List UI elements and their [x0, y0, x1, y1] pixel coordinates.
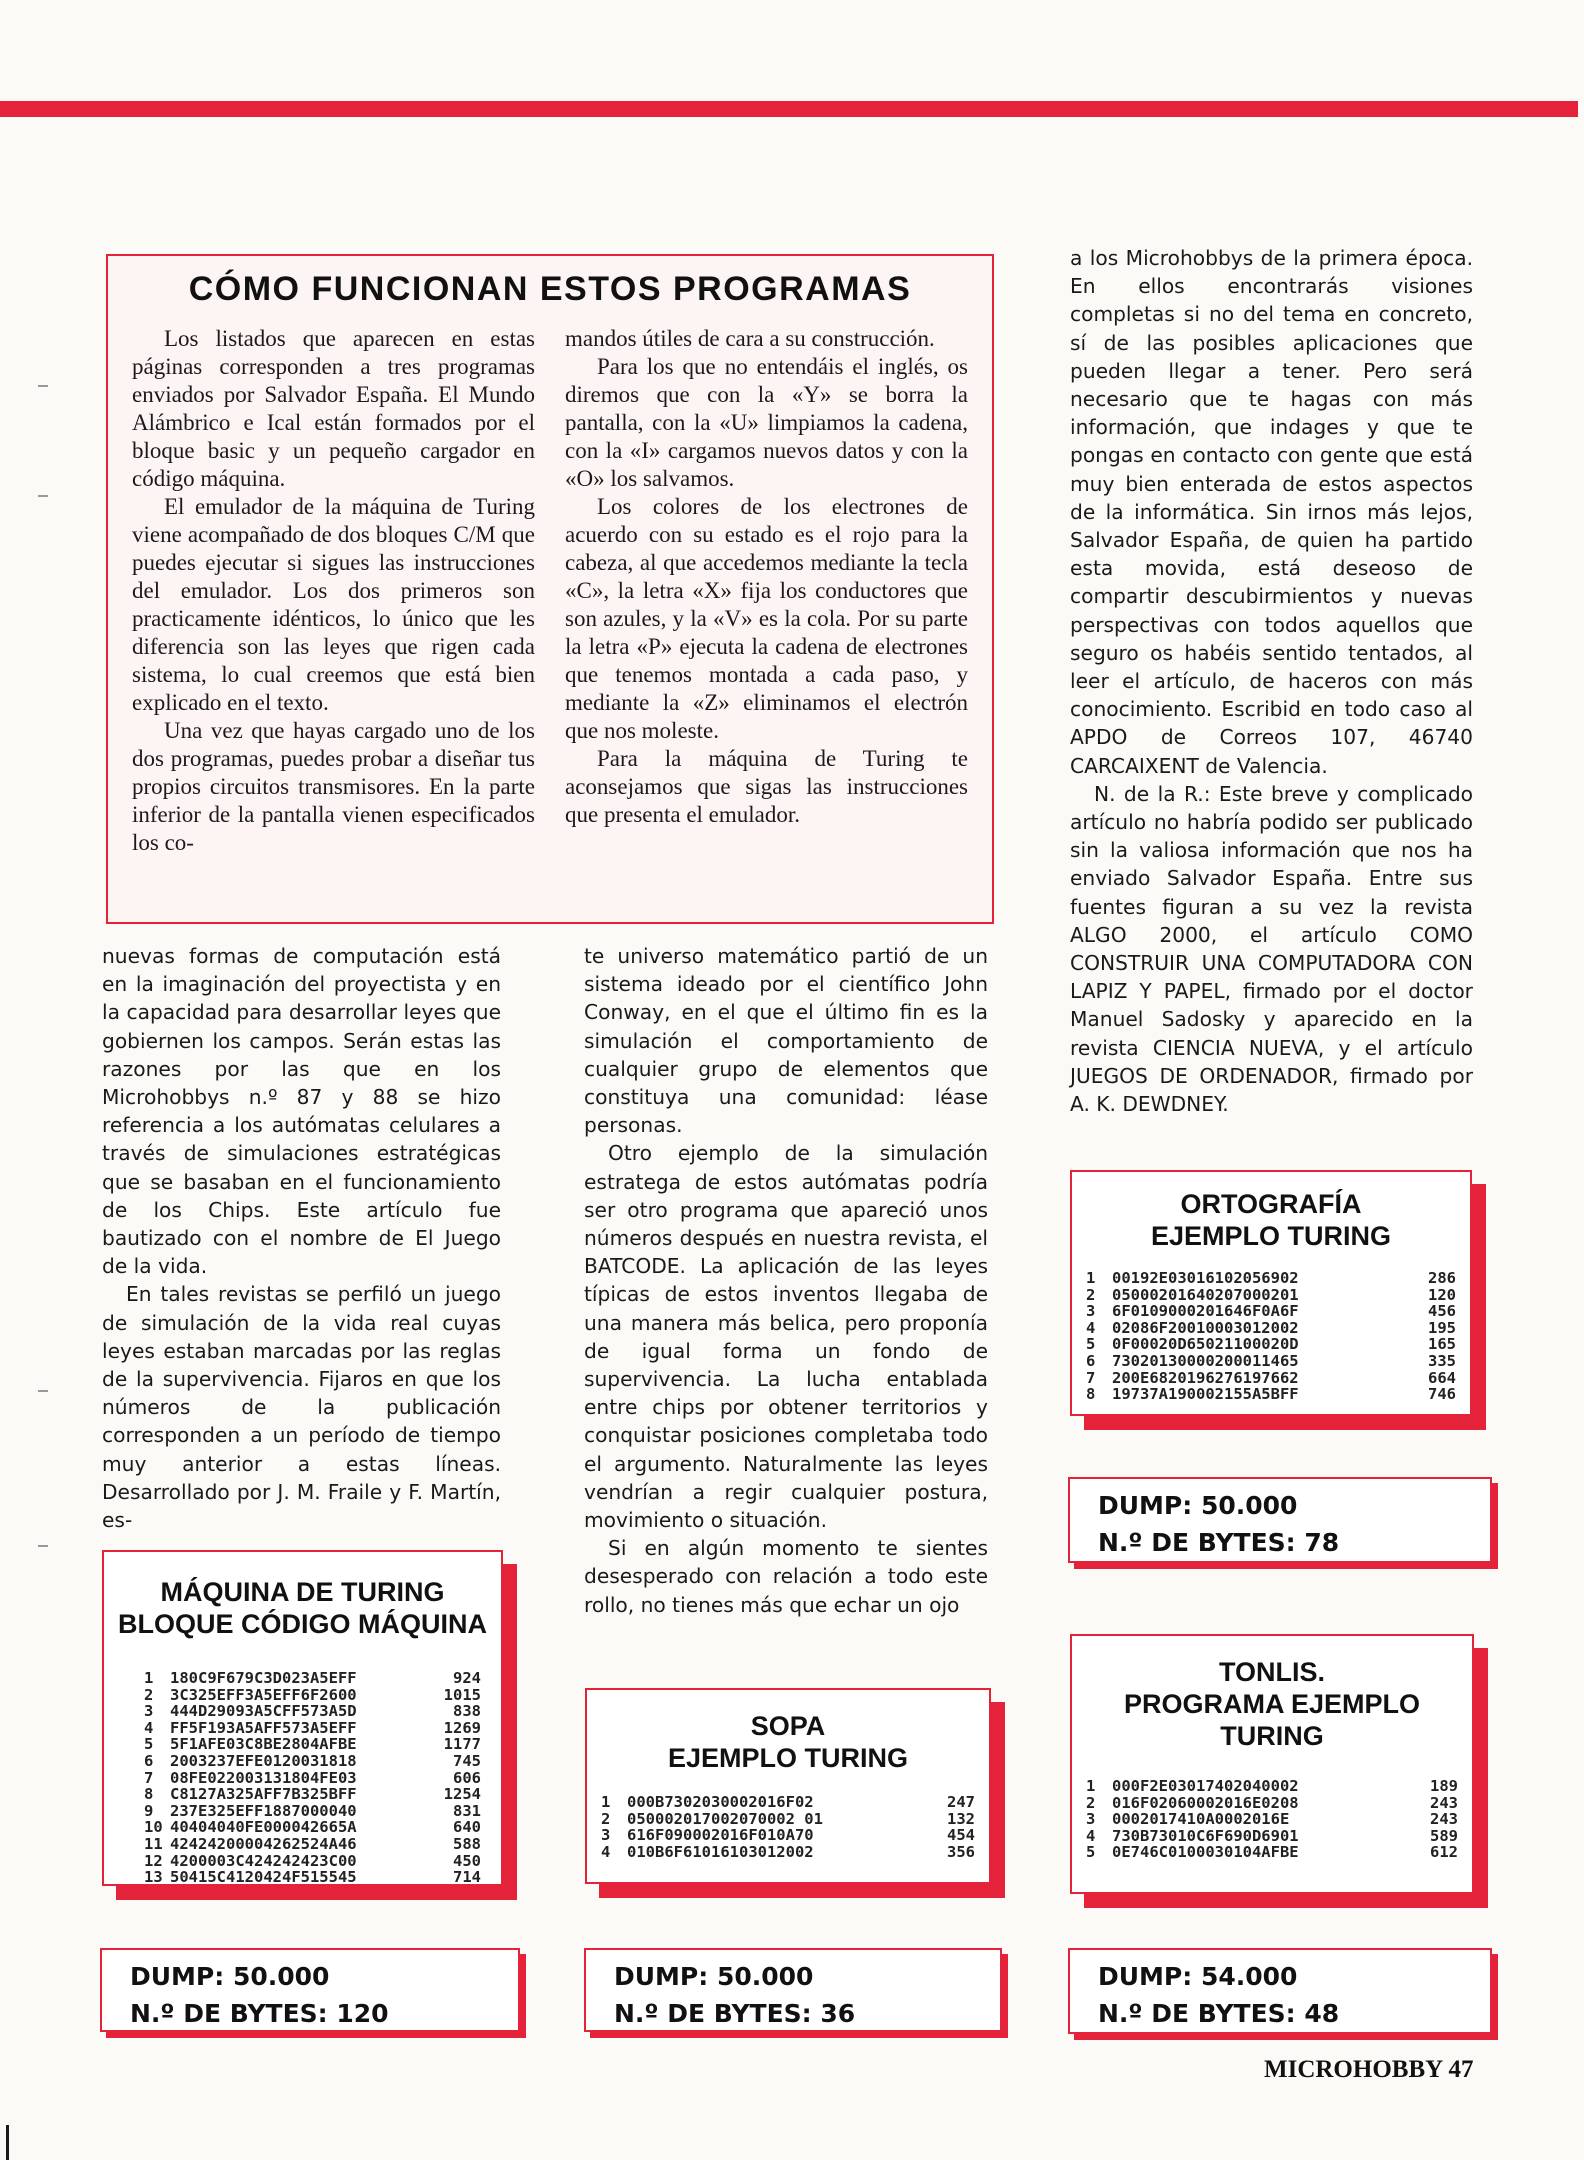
checksum: 189: [1430, 1777, 1458, 1795]
listing-row: [601, 1794, 975, 1811]
checksum: 1177: [443, 1735, 481, 1754]
checksum: 165: [1428, 1335, 1456, 1354]
dump-box: [1068, 1477, 1492, 1563]
listing-title: BLOQUE CÓDIGO MÁQUINA: [118, 1609, 487, 1639]
line-number: 2: [1086, 1793, 1096, 1812]
paragraph: En tales revistas se perfiló un juego de simulación de la vida real cuyas leyes estaban marcadas por las reglas de la supervivencia. Fijaros en que los números de la publicación corresponden a un período de tiempo muy anterior a estas líneas. Desarrollado por J. M. Fraile y F. Martín, es-: [102, 1282, 501, 1533]
line-number: 4: [1086, 1826, 1096, 1845]
checksum: 831: [453, 1801, 481, 1820]
margin-tick-mark: [38, 1390, 48, 1392]
checksum: 606: [453, 1768, 481, 1787]
paragraph: Los listados que aparecen en estas páginas corresponden a tres programas enviados por Salvador España. El Mundo Alámbrico e Ical están formados por el bloque basic y un pequeño cargador en código máquina.: [132, 326, 535, 491]
paragraph: te universo matemático partió de un sistema ideado por el científico John Conway, en el que el último fin es la simulación el comportamiento de cualquier grupo de elementos que constituya una comunidad: léase personas.: [584, 944, 988, 1138]
checksum: 454: [947, 1826, 975, 1845]
listing-row: [144, 1720, 481, 1737]
hex-code: C8127A325AFF7B325BFF: [170, 1785, 357, 1804]
hex-code: 0002017410A0002016E: [1112, 1810, 1290, 1829]
hex-code: 444D29093A5CFF573A5D: [170, 1702, 357, 1721]
line-number: 13: [144, 1868, 163, 1887]
listing-sopa: [585, 1688, 991, 1884]
line-number: 3: [1086, 1302, 1096, 1321]
listing-row: [1086, 1303, 1456, 1320]
listing-ortografia: [1070, 1170, 1472, 1416]
line-number: 6: [1086, 1351, 1096, 1370]
hex-code: 6F0109000201646F0A6F: [1112, 1302, 1299, 1321]
hex-code: 180C9F679C3D023A5EFF: [170, 1669, 357, 1687]
listing-row: [144, 1819, 481, 1836]
listing-rows: [1086, 1778, 1458, 1861]
line-number: 4: [1086, 1318, 1096, 1337]
line-number: 2: [144, 1685, 154, 1704]
listing-row: [144, 1869, 481, 1886]
hex-code: 50415C4120424F515545: [170, 1868, 357, 1887]
listing-rows: [144, 1670, 481, 1886]
line-number: 1: [1086, 1269, 1096, 1287]
checksum: 132: [947, 1809, 975, 1828]
listing-row: [1086, 1336, 1456, 1353]
checksum: 243: [1430, 1793, 1458, 1812]
listing-row: [1086, 1320, 1456, 1337]
hex-code: FF5F193A5AFF573A5EFF: [170, 1718, 357, 1737]
checksum: 247: [947, 1793, 975, 1811]
hex-code: 00192E03016102056902: [1112, 1269, 1299, 1287]
checksum: 588: [453, 1834, 481, 1853]
checksum: 456: [1428, 1302, 1456, 1321]
listing-title: EJEMPLO TURING: [667, 1743, 909, 1773]
hex-code: 05000201640207000201: [1112, 1285, 1299, 1304]
checksum: 335: [1428, 1351, 1456, 1370]
line-number: 1: [144, 1669, 154, 1687]
line-number: 1: [1086, 1777, 1096, 1795]
featured-columns: [132, 325, 968, 857]
checksum: 120: [1428, 1285, 1456, 1304]
paragraph: Otro ejemplo de la simulación estratega de estos autómatas podría ser otro programa que apareció unos números después en nuestra revista, el BATCODE. La aplicación de las leyes típicas de estos inventos llegaba de una manera más belica, pero proponía de igual forma un fondo de supervivencia. La lucha entablada entre chips por obtener territorios y conquistar posiciones completaba todo el argumento. Naturalmente las leyes vendrían a regir cualquier postura, movimiento o situación.: [584, 1141, 988, 1533]
listing-row: [1086, 1795, 1458, 1812]
paragraph: El emulador de la máquina de Turing viene acompañado de dos bloques C/M que puedes ejecutar si sigues las instrucciones del emulador. Los dos primeros son practicamente idénticos, lo único que les diferencia son las leyes que rigen cada sistema, lo cual creemos que está bien explicado en el texto.: [132, 494, 535, 715]
checksum: 1015: [443, 1685, 481, 1704]
checksum: 664: [1428, 1368, 1456, 1387]
checksum: 243: [1430, 1810, 1458, 1829]
listing-rows: [1086, 1270, 1456, 1403]
listing-row: [1086, 1811, 1458, 1828]
paragraph: Para los que no entendáis el inglés, os diremos que con la «Y» se borra la pantalla, con la «U» limpiamos la cadena, con la «I» cargamos nuevos datos y con la «O» los salvamos.: [565, 354, 968, 491]
listing-title: TURING: [1220, 1721, 1324, 1751]
dump-address: DUMP: 50.000: [130, 1962, 330, 1991]
listing-row: [1086, 1287, 1456, 1304]
listing-row: [144, 1670, 481, 1687]
dump-bytes: N.º DE BYTES: 36: [614, 1999, 856, 2028]
paragraph: Los colores de los electrones de acuerdo con su estado es el rojo para la cabeza, al que accedemos mediante la tecla «C», la letra «X» fija los conductores que son azules, y la «V» es la cola. Por su parte la letra «P» ejecuta la cadena de electrones que tenemos montada a cada paso, y mediante la «Z» eliminamos el electrón que nos moleste.: [565, 494, 968, 743]
listing-row: [144, 1786, 481, 1803]
dump-address: DUMP: 54.000: [1098, 1962, 1298, 1991]
listing-row: [144, 1853, 481, 1870]
hex-code: 010B6F61016103012002: [627, 1842, 814, 1861]
line-number: 5: [144, 1735, 154, 1754]
line-number: 6: [144, 1751, 154, 1770]
dump-box: [1068, 1948, 1492, 2034]
checksum: 195: [1428, 1318, 1456, 1337]
dump-box: [100, 1948, 520, 2032]
checksum: 1254: [443, 1785, 481, 1804]
hex-code: 616F090002016F010A70: [627, 1826, 814, 1845]
paragraph: Una vez que hayas cargado uno de los dos programas, puedes probar a diseñar tus propios circuitos transmisores. En la parte inferior de la pantalla vienen especificados los co-: [132, 718, 535, 855]
paragraph: N. de la R.: Este breve y complicado artículo no habría podido ser publicado sin la valiosa información que nos ha enviado Salvador España. Entre sus fuentes figuran a su vez la revista ALGO 2000, el artículo COMO CONSTRUIR UNA COMPUTADORA CON LAPIZ Y PAPEL, firmado por el doctor Manuel Sadosky y aparecido en la revista CIENCIA NUEVA, y el artículo JUEGOS DE ORDENADOR, firmado por A. K. DEWDNEY.: [1070, 781, 1473, 1117]
dump-address: DUMP: 50.000: [614, 1962, 814, 1991]
article-column-3: [1070, 244, 1473, 1118]
listing-row: [601, 1827, 975, 1844]
paragraph: Para la máquina de Turing te aconsejamos que sigas las instrucciones que presenta el emulador.: [565, 746, 968, 827]
checksum: 640: [453, 1818, 481, 1837]
line-number: 2: [601, 1809, 611, 1828]
line-number: 11: [144, 1834, 163, 1853]
listing-row: [144, 1770, 481, 1787]
featured-title: CÓMO FUNCIONAN ESTOS PROGRAMAS: [188, 270, 912, 308]
listing-row: [1086, 1353, 1456, 1370]
margin-line: [6, 2125, 9, 2160]
listing-title: PROGRAMA EJEMPLO: [1123, 1689, 1421, 1719]
hex-code: 000B7302030002016F02: [627, 1793, 814, 1811]
listing-row: [601, 1811, 975, 1828]
listing-title: SOPA: [750, 1711, 826, 1741]
paragraph: Si en algún momento te sientes desesperado con relación a todo este rollo, no tienes más que echar un ojo: [584, 1536, 988, 1617]
hex-code: 050002017002070002 01: [627, 1809, 823, 1828]
hex-code: 237E325EFF1887000040: [170, 1801, 357, 1820]
article-column-2: [584, 942, 988, 1619]
checksum: 745: [453, 1751, 481, 1770]
listing-row: [1086, 1370, 1456, 1387]
line-number: 2: [1086, 1285, 1096, 1304]
margin-tick-mark: [38, 385, 48, 387]
hex-code: 40404040FE000042665A: [170, 1818, 357, 1837]
line-number: 7: [144, 1768, 154, 1787]
line-number: 5: [1086, 1335, 1096, 1354]
line-number: 8: [144, 1785, 154, 1804]
listing-row: [144, 1753, 481, 1770]
listing-row: [1086, 1386, 1456, 1403]
hex-code: 730B73010C6F690D6901: [1112, 1826, 1299, 1845]
listing-row: [144, 1703, 481, 1720]
listing-maquina-turing: [102, 1550, 503, 1886]
margin-tick-mark: [38, 495, 48, 497]
hex-code: 0E746C0100030104AFBE: [1112, 1843, 1299, 1862]
dump-box: [584, 1948, 1002, 2032]
line-number: 8: [1086, 1385, 1096, 1404]
listing-title: TONLIS.: [1218, 1657, 1325, 1687]
hex-code: 000F2E03017402040002: [1112, 1777, 1299, 1795]
hex-code: 73020130000200011465: [1112, 1351, 1299, 1370]
checksum: 450: [453, 1851, 481, 1870]
listing-row: [1086, 1844, 1458, 1861]
line-number: 10: [144, 1818, 163, 1837]
dump-bytes: N.º DE BYTES: 120: [130, 1999, 389, 2028]
listing-title: EJEMPLO TURING: [1150, 1221, 1392, 1251]
hex-code: 200E6820196276197662: [1112, 1368, 1299, 1387]
header-red-stripe: [0, 101, 1578, 117]
listing-row: [1086, 1778, 1458, 1795]
featured-column-1: [132, 325, 535, 857]
line-number: 5: [1086, 1843, 1096, 1862]
hex-code: 5F1AFE03C8BE2804AFBE: [170, 1735, 357, 1754]
checksum: 589: [1430, 1826, 1458, 1845]
hex-code: 3C325EFF3A5EFF6F2600: [170, 1685, 357, 1704]
checksum: 924: [453, 1669, 481, 1687]
line-number: 4: [601, 1842, 611, 1861]
listing-row: [601, 1844, 975, 1861]
featured-column-2: [565, 325, 968, 857]
listing-row: [144, 1687, 481, 1704]
margin-tick-mark: [38, 1545, 48, 1547]
line-number: 12: [144, 1851, 163, 1870]
paragraph: nuevas formas de computación está en la imaginación del proyectista y en la capacidad para desarrollar leyes que gobiernen los campos. Serán estas las razones por las que en los Microhobbys n.º 87 y 88 se hizo referencia a los autómatas celulares a través de simulaciones estratégicas que se basaban en el funcionamiento de los Chips. Este artículo fue bautizado con el nombre de El Juego de la vida.: [102, 944, 501, 1279]
listing-row: [144, 1803, 481, 1820]
listing-row: [1086, 1828, 1458, 1845]
hex-code: 02086F20010003012002: [1112, 1318, 1299, 1337]
checksum: 1269: [443, 1718, 481, 1737]
checksum: 612: [1430, 1843, 1458, 1862]
hex-code: 42424200004262524A46: [170, 1834, 357, 1853]
listing-rows: [601, 1794, 975, 1860]
line-number: 3: [144, 1702, 154, 1721]
checksum: 714: [453, 1868, 481, 1887]
hex-code: 016F02060002016E0208: [1112, 1793, 1299, 1812]
hex-code: 0F00020D65021100020D: [1112, 1335, 1299, 1354]
hex-code: 4200003C424242423C00: [170, 1851, 357, 1870]
listing-row: [144, 1736, 481, 1753]
checksum: 356: [947, 1842, 975, 1861]
hex-code: 19737A190002155A5BFF: [1112, 1385, 1299, 1404]
checksum: 838: [453, 1702, 481, 1721]
line-number: 3: [601, 1826, 611, 1845]
hex-code: 2003237EFE0120031818: [170, 1751, 357, 1770]
featured-box: [106, 254, 994, 924]
dump-address: DUMP: 50.000: [1098, 1491, 1298, 1520]
listing-row: [1086, 1270, 1456, 1287]
listing-row: [144, 1836, 481, 1853]
checksum: 746: [1428, 1385, 1456, 1404]
hex-code: 08FE022003131804FE03: [170, 1768, 357, 1787]
dump-bytes: N.º DE BYTES: 78: [1098, 1528, 1340, 1557]
article-column-1: [102, 942, 501, 1534]
dump-bytes: N.º DE BYTES: 48: [1098, 1999, 1340, 2028]
line-number: 7: [1086, 1368, 1096, 1387]
checksum: 286: [1428, 1269, 1456, 1287]
paragraph: mandos útiles de cara a su construcción.: [565, 326, 935, 351]
line-number: 1: [601, 1793, 611, 1811]
listing-tonlis: [1070, 1634, 1474, 1894]
page-folio: MICROHOBBY 47: [1264, 2056, 1474, 2083]
listing-title: MÁQUINA DE TURING: [160, 1577, 445, 1607]
line-number: 3: [1086, 1810, 1096, 1829]
paragraph: a los Microhobbys de la primera época. En ellos encontrarás visiones completas si no del tema en concreto, sí de las posibles aplicaciones que pueden llegar a tener. Pero será necesario que te hagas con más información, que indages y que te pongas en contacto con gente que está muy bien enterada de estos aspectos de la informática. Sin irnos más lejos, Salvador España, de quien ha partido esta movida, está deseoso de compartir descubirmientos y nuevas perspectivas con todos aquellos que seguro os habéis sentido tentados, al leer el artículo, de haceros con más conocimiento. Escribid en todo caso al APDO de Correos 107, 46740 CARCAIXENT de Valencia.: [1070, 246, 1473, 778]
line-number: 4: [144, 1718, 154, 1737]
line-number: 9: [144, 1801, 154, 1820]
listing-title: ORTOGRAFÍA: [1180, 1189, 1362, 1219]
